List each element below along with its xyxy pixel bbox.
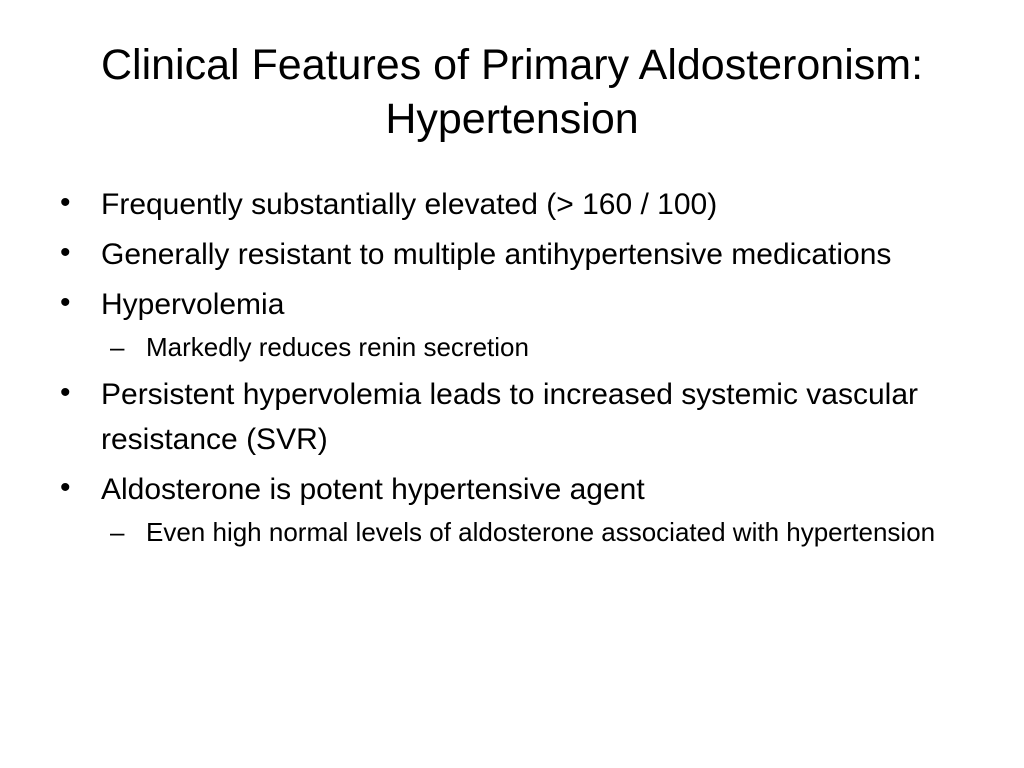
bullet-marker: • [60,286,71,319]
sub-bullet-marker: – [110,332,125,362]
sub-bullet-item [60,513,980,551]
bullet-item [60,282,980,327]
bullet-text: Generally resistant to multiple antihypertensive medications [101,238,892,271]
sub-bullet-text: Even high normal levels of aldosterone associated with hypertension [146,517,936,547]
bullet-text: Frequently substantially elevated (> 160 / 100) [101,188,718,221]
sub-bullet-marker: – [110,517,125,547]
bullet-item [60,467,980,512]
bullet-text: Hypervolemia [101,288,285,321]
bullet-marker: • [60,186,71,219]
sub-bullet-text: Markedly reduces renin secretion [146,332,529,362]
bullet-item [60,182,980,227]
bullet-item [60,372,980,462]
sub-bullet-item [60,328,980,366]
bullet-text: Persistent hypervolemia leads to increased systemic vascular resistance (SVR) [101,378,919,456]
slide-title: Clinical Features of Primary Aldosteronism: Hypertension [100,41,924,143]
bullet-item [60,232,980,277]
bullet-marker: • [60,236,71,269]
bullet-text: Aldosterone is potent hypertensive agent [101,473,645,506]
bullet-marker: • [60,471,71,504]
slide-body [60,182,980,557]
bullet-marker: • [60,376,71,409]
